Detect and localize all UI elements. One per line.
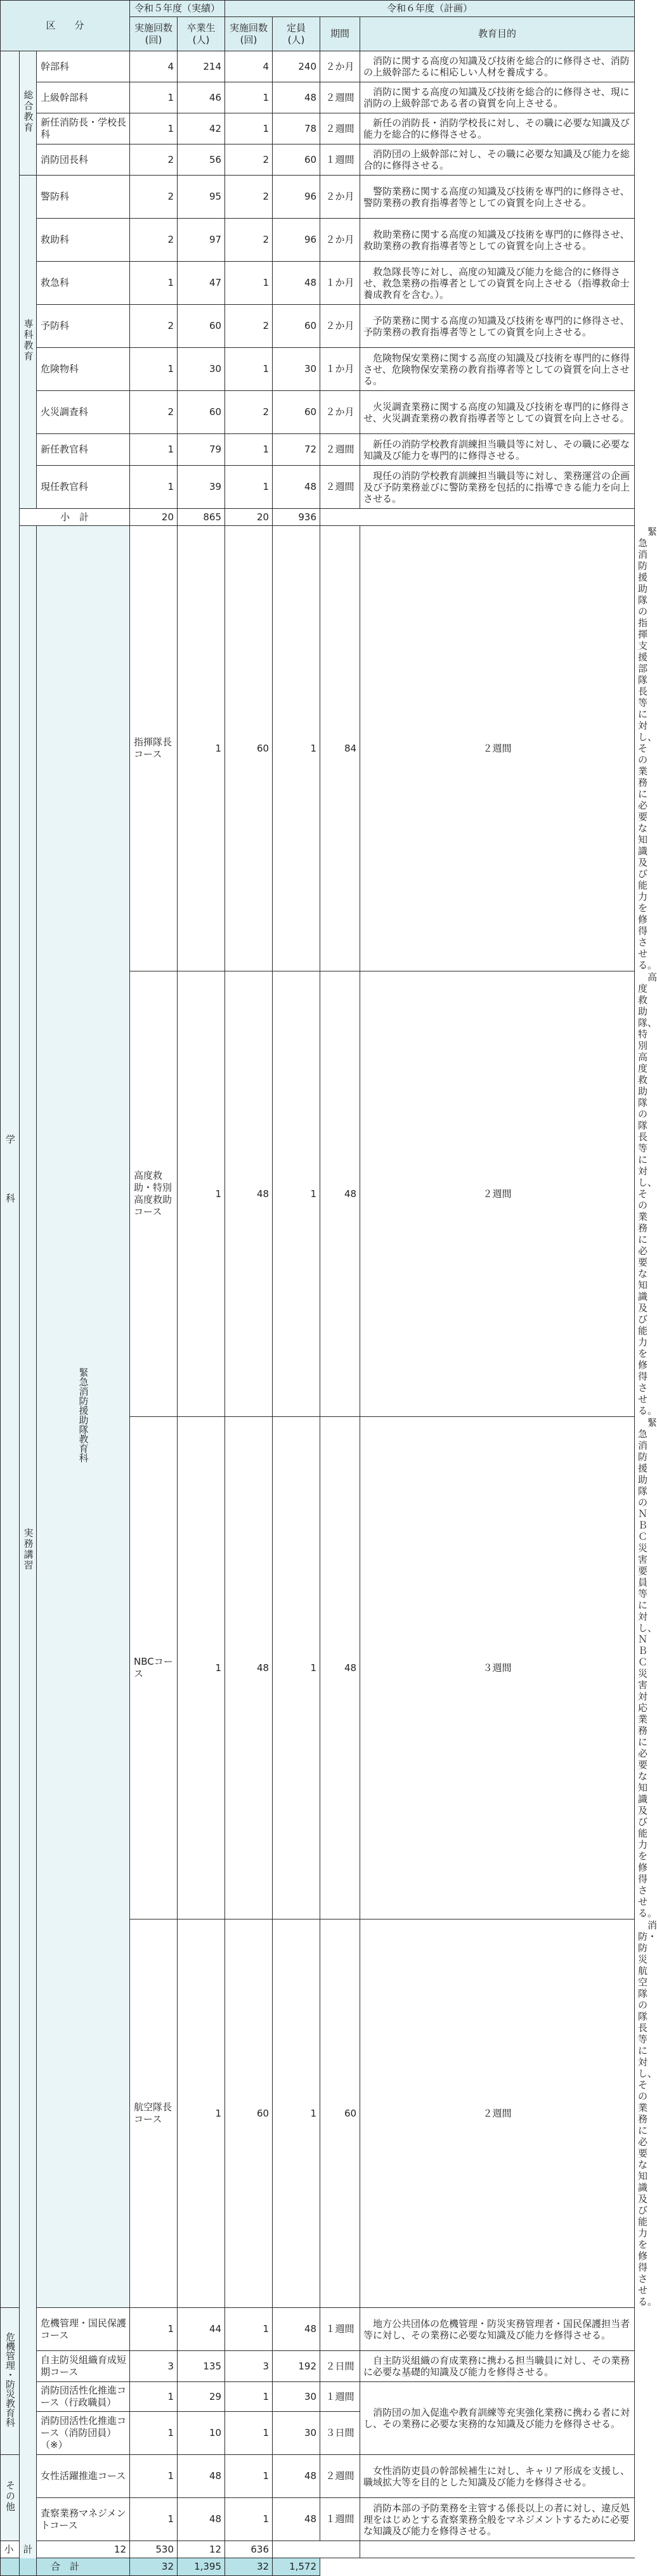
purpose: 予防業務に関する高度の知識及び技術を専門的に修得させ、予防業務の教育指導者等としての資質を向上させる。 [360, 305, 635, 348]
header-times5: 実施回数 (回) [130, 17, 178, 51]
period: ２週間 [360, 971, 635, 1417]
table-row: 航空隊長コース 1 60 1 60 ２週間 消防・防災航空隊の隊長等に対し、その業務に必要な知識及び能力を修得させる。 [1, 1919, 635, 2308]
capacity-2024: 72 [273, 434, 320, 466]
table-row [1, 51, 635, 82]
table-row: 高度救助・特別高度救助コース 1 48 1 48 ２週間 高度救助隊、特別高度救助隊の隊長等に対し、その業務に必要な知識及び能力を修得させる。 [1, 971, 635, 1417]
table-row [1, 176, 635, 219]
capacity-2024: 48 [273, 2308, 320, 2351]
total-label: 合 計 [1, 2558, 130, 2576]
subtotal-row [1, 509, 635, 526]
table-row [1, 348, 635, 391]
course-name: 火災調査科 [37, 391, 130, 434]
table-row [1, 391, 635, 434]
course-name: 消防団活性化推進コース（消防団員）（※） [37, 2412, 130, 2455]
total-capacity-2024: 1,572 [273, 2558, 320, 2576]
purpose: 女性消防吏員の幹部候補生に対し、キャリア形成を支援し、職域拡大等を目的とした知識及び能力を修得させる。 [360, 2455, 635, 2498]
capacity-2024: 60 [273, 305, 320, 348]
period: １週間 [320, 2382, 360, 2412]
header-purpose: 教育目的 [360, 17, 635, 51]
capacity-2024: 84 [320, 526, 360, 971]
table-row [1, 144, 635, 176]
graduates-2023: 47 [178, 262, 225, 305]
purpose: 警防業務に関する高度の知識及び技術を専門的に修得させ、警防業務の教育指導者等としての資質を向上させる。 [360, 176, 635, 219]
table-row [1, 82, 635, 113]
total-graduates-2023: 1,395 [178, 2558, 225, 2576]
course-name: NBCコース [130, 1417, 178, 1919]
period: ２週間 [320, 2455, 360, 2498]
capacity-2024: 60 [320, 1919, 360, 2308]
times-2024: 2 [225, 305, 273, 348]
times-2023: 2 [130, 391, 178, 434]
purpose: 救助業務に関する高度の知識及び技術を専門的に修得させ、救助業務の教育指導者等としての資質を向上させる。 [360, 219, 635, 262]
purpose: 消防に関する高度の知識及び技術を総合的に修得させ、消防の上級幹部たるに相応しい人材を養成する。 [360, 51, 635, 82]
times-2024: 1 [273, 1919, 320, 2308]
graduates-2023: 10 [178, 2412, 225, 2455]
times-2024: 2 [225, 176, 273, 219]
capacity-2024: 78 [273, 113, 320, 144]
course-name: 現任教官科 [37, 466, 130, 509]
graduates-2023: 60 [178, 305, 225, 348]
times-2023: 4 [130, 51, 178, 82]
period: ２か月 [320, 391, 360, 434]
times-2023: 1 [178, 1919, 225, 2308]
graduates-2023: 79 [178, 434, 225, 466]
graduates-2023: 39 [178, 466, 225, 509]
times-2024: 3 [225, 2351, 273, 2382]
course-name: 上級幹部科 [37, 82, 130, 113]
course-name: 新任教官科 [37, 434, 130, 466]
period: １か月 [320, 262, 360, 305]
graduates-2023: 60 [178, 391, 225, 434]
course-name: 幹部科 [37, 51, 130, 82]
course-name: 危機管理・国民保護コース [37, 2308, 130, 2351]
graduates-2023: 48 [225, 1417, 273, 1919]
group-kinkyu: 緊急消防援助隊教育科 [37, 526, 130, 2308]
capacity-2024: 48 [273, 262, 320, 305]
capacity-2024: 48 [320, 971, 360, 1417]
period: ２週間 [320, 82, 360, 113]
times-2023: 1 [130, 2308, 178, 2351]
capacity-2024: 48 [273, 2455, 320, 2498]
subtotal-capacity-2024: 636 [225, 2541, 273, 2558]
total-times-2024: 32 [225, 2558, 273, 2576]
group-jitsumu: 実務講習 [20, 526, 37, 2576]
times-2024: 1 [273, 526, 320, 971]
group-senka: 専科教育 [20, 176, 37, 509]
course-name: 危険物科 [37, 348, 130, 391]
times-2023: 1 [130, 2412, 178, 2455]
times-2023: 1 [130, 2455, 178, 2498]
times-2024: 1 [225, 82, 273, 113]
subtotal-times-2024: 12 [178, 2541, 225, 2558]
blank-cell [273, 2541, 360, 2558]
times-2024: 1 [225, 113, 273, 144]
period: ２か月 [320, 176, 360, 219]
blank-cell [320, 2558, 635, 2576]
capacity-2024: 48 [273, 466, 320, 509]
table-row [1, 434, 635, 466]
times-2024: 1 [225, 2308, 273, 2351]
total-times-2023: 32 [130, 2558, 178, 2576]
table-row: 実務講習 緊急消防援助隊教育科 指揮隊長コース 1 60 1 84 ２週間 緊急消防援助隊の指揮支援部隊長等に対し、その業務に必要な知識及び能力を修得させる。 [1, 526, 635, 971]
period: ２か月 [320, 305, 360, 348]
graduates-2023: 56 [178, 144, 225, 176]
table-row [1, 2351, 635, 2382]
header-row-1 [1, 1, 635, 17]
header-category: 区 分 [1, 1, 130, 51]
purpose: 新任の消防学校教育訓練担当職員等に対し、その職に必要な知識及び能力を専門的に修得させる。 [360, 434, 635, 466]
period: １週間 [320, 144, 360, 176]
table-row [1, 305, 635, 348]
graduates-2023: 42 [178, 113, 225, 144]
capacity-2024: 48 [320, 1417, 360, 1919]
subtotal-times-2023: 20 [130, 509, 178, 526]
course-name: 女性活躍推進コース [37, 2455, 130, 2498]
purpose: 消防団の上級幹部に対し、その職に必要な知識及び能力を総合的に修得させる。 [360, 144, 635, 176]
times-2023: 2 [130, 305, 178, 348]
table-row [1, 2498, 635, 2541]
graduates-2023: 30 [178, 348, 225, 391]
period: ２か月 [320, 219, 360, 262]
period: １か月 [320, 348, 360, 391]
table-row [1, 219, 635, 262]
period: ２週間 [320, 466, 360, 509]
subtotal-label: 小 計 [20, 509, 130, 526]
course-name: 消防団活性化推進コース（行政職員） [37, 2382, 130, 2412]
purpose: 消防団の加入促進や教育訓練等充実強化業務に携わる者に対し、その業務に必要な実務的な知識及び能力を修得させる。 [360, 2382, 635, 2455]
period: ２週間 [360, 526, 635, 971]
period: ３日間 [320, 2412, 360, 2455]
times-2024: 1 [225, 2412, 273, 2455]
times-2024: 1 [225, 434, 273, 466]
purpose: 火災調査業務に関する高度の知識及び技術を専門的に修得させ、火災調査業務の教育指導者等としての資質を向上させる。 [360, 391, 635, 434]
subtotal-graduates-2023: 530 [130, 2541, 178, 2558]
graduates-2023: 48 [178, 2455, 225, 2498]
times-2023: 1 [130, 434, 178, 466]
times-2023: 2 [130, 219, 178, 262]
group-sougou: 総合教育 [20, 51, 37, 176]
subtotal-label: 小 計 [1, 2541, 37, 2558]
purpose: 救急隊長等に対し、高度の知識及び能力を総合的に修得させ、救急業務の指導者としての資質を向上させる（指導救命士養成教育を含む。）。 [360, 262, 635, 305]
header-year6: 令和６年度（計画） [225, 1, 635, 17]
group-sonota: その他 [1, 2455, 20, 2541]
graduates-2023: 60 [225, 1919, 273, 2308]
course-name: 指揮隊長コース [130, 526, 178, 971]
purpose: 現任の消防学校教育訓練担当職員等に対し、業務運営の企画及び予防業務並びに警防業務を包括的に指導できる能力を向上させる。 [360, 466, 635, 509]
times-2024: 1 [225, 2382, 273, 2412]
times-2023: 1 [130, 113, 178, 144]
graduates-2023: 29 [178, 2382, 225, 2412]
period: ２週間 [360, 1919, 635, 2308]
table-row [1, 262, 635, 305]
group-gakka: 学 科 [1, 51, 20, 2308]
graduates-2023: 95 [178, 176, 225, 219]
graduates-2023: 48 [178, 2498, 225, 2541]
purpose: 消防に関する高度の知識及び技術を総合的に修得させ、現に消防の上級幹部である者の資質を向上させる。 [360, 82, 635, 113]
times-2024: 1 [225, 466, 273, 509]
total-row [1, 2558, 635, 2576]
times-2024: 4 [225, 51, 273, 82]
purpose: 新任の消防長・消防学校長に対し、その職に必要な知識及び能力を総合的に修得させる。 [360, 113, 635, 144]
course-name: 自主防災組織育成短期コース [37, 2351, 130, 2382]
period: ２か月 [320, 51, 360, 82]
graduates-2023: 214 [178, 51, 225, 82]
times-2023: 1 [130, 466, 178, 509]
course-name: 救急科 [37, 262, 130, 305]
subtotal-row [1, 2541, 635, 2558]
times-2023: 1 [130, 2498, 178, 2541]
times-2023: 1 [130, 262, 178, 305]
period: ２日間 [320, 2351, 360, 2382]
graduates-2023: 97 [178, 219, 225, 262]
capacity-2024: 30 [273, 348, 320, 391]
period: ２週間 [320, 434, 360, 466]
capacity-2024: 240 [273, 51, 320, 82]
table-row [1, 2455, 635, 2498]
course-name: 警防科 [37, 176, 130, 219]
times-2023: 1 [178, 1417, 225, 1919]
times-2023: 2 [130, 176, 178, 219]
subtotal-times-2024: 20 [225, 509, 273, 526]
graduates-2023: 135 [178, 2351, 225, 2382]
table-row [1, 2382, 635, 2412]
period: ３週間 [360, 1417, 635, 1919]
capacity-2024: 192 [273, 2351, 320, 2382]
times-2024: 2 [225, 144, 273, 176]
times-2023: 1 [178, 526, 225, 971]
header-year5: 令和５年度（実績） [130, 1, 225, 17]
purpose: 危険物保安業務に関する高度の知識及び技術を専門的に修得させ、危険物保安業務の教育指導者等としての資質を向上させる。 [360, 348, 635, 391]
times-2024: 2 [225, 391, 273, 434]
blank-cell [320, 509, 635, 526]
capacity-2024: 96 [273, 219, 320, 262]
capacity-2024: 30 [273, 2412, 320, 2455]
graduates-2023: 46 [178, 82, 225, 113]
times-2023: 1 [130, 82, 178, 113]
table-row [1, 113, 635, 144]
course-name: 消防団長科 [37, 144, 130, 176]
course-name: 救助科 [37, 219, 130, 262]
capacity-2024: 60 [273, 391, 320, 434]
table-row: NBCコース 1 48 1 48 ３週間 緊急消防援助隊のＮＢＣ災害要員等に対し、ＮＢＣ災害対応業務に必要な知識及び能力を修得させる。 [1, 1417, 635, 1919]
times-2023: 2 [130, 144, 178, 176]
header-capacity: 定員 (人) [273, 17, 320, 51]
times-2023: 3 [130, 2351, 178, 2382]
course-name: 高度救助・特別高度救助コース [130, 971, 178, 1417]
capacity-2024: 96 [273, 176, 320, 219]
subtotal-capacity-2024: 936 [273, 509, 320, 526]
header-grads: 卒業生 (人) [178, 17, 225, 51]
times-2024: 2 [225, 219, 273, 262]
group-kiki: 危機管理・防災教育科 [1, 2308, 20, 2455]
header-times6: 実施回数 (回) [225, 17, 273, 51]
table-row [1, 466, 635, 509]
purpose: 自主防災組織の育成業務に携わる担当職員に対し、その業務に必要な基礎的知識及び能力を修得させる。 [360, 2351, 635, 2382]
capacity-2024: 48 [273, 2498, 320, 2541]
times-2023: 1 [130, 2382, 178, 2412]
times-2024: 1 [225, 348, 273, 391]
times-2024: 1 [225, 2455, 273, 2498]
period: ２週間 [320, 113, 360, 144]
course-name: 予防科 [37, 305, 130, 348]
graduates-2023: 60 [225, 526, 273, 971]
course-name: 新任消防長・学校長科 [37, 113, 130, 144]
period: １週間 [320, 2308, 360, 2351]
course-name: 査察業務マネジメントコース [37, 2498, 130, 2541]
capacity-2024: 30 [273, 2382, 320, 2412]
purpose: 地方公共団体の危機管理・防災実務管理者・国民保護担当者等に対し、その業務に必要な知識及び能力を修得させる。 [360, 2308, 635, 2351]
course-name: 航空隊長コース [130, 1919, 178, 2308]
graduates-2023: 48 [225, 971, 273, 1417]
subtotal-graduates-2023: 865 [178, 509, 225, 526]
capacity-2024: 48 [273, 82, 320, 113]
times-2023: 1 [130, 348, 178, 391]
header-period: 期間 [320, 17, 360, 51]
capacity-2024: 60 [273, 144, 320, 176]
table-row [1, 2308, 635, 2351]
subtotal-times-2023: 12 [37, 2541, 130, 2558]
period: １週間 [320, 2498, 360, 2541]
times-2024: 1 [225, 2498, 273, 2541]
graduates-2023: 44 [178, 2308, 225, 2351]
times-2024: 1 [273, 1417, 320, 1919]
times-2023: 1 [178, 971, 225, 1417]
times-2024: 1 [273, 971, 320, 1417]
purpose: 消防本部の予防業務を主管する係長以上の者に対し、違反処理をはじめとする査察業務全般をマネジメントするために必要な知識及び能力を修得させる。 [360, 2498, 635, 2541]
times-2024: 1 [225, 262, 273, 305]
